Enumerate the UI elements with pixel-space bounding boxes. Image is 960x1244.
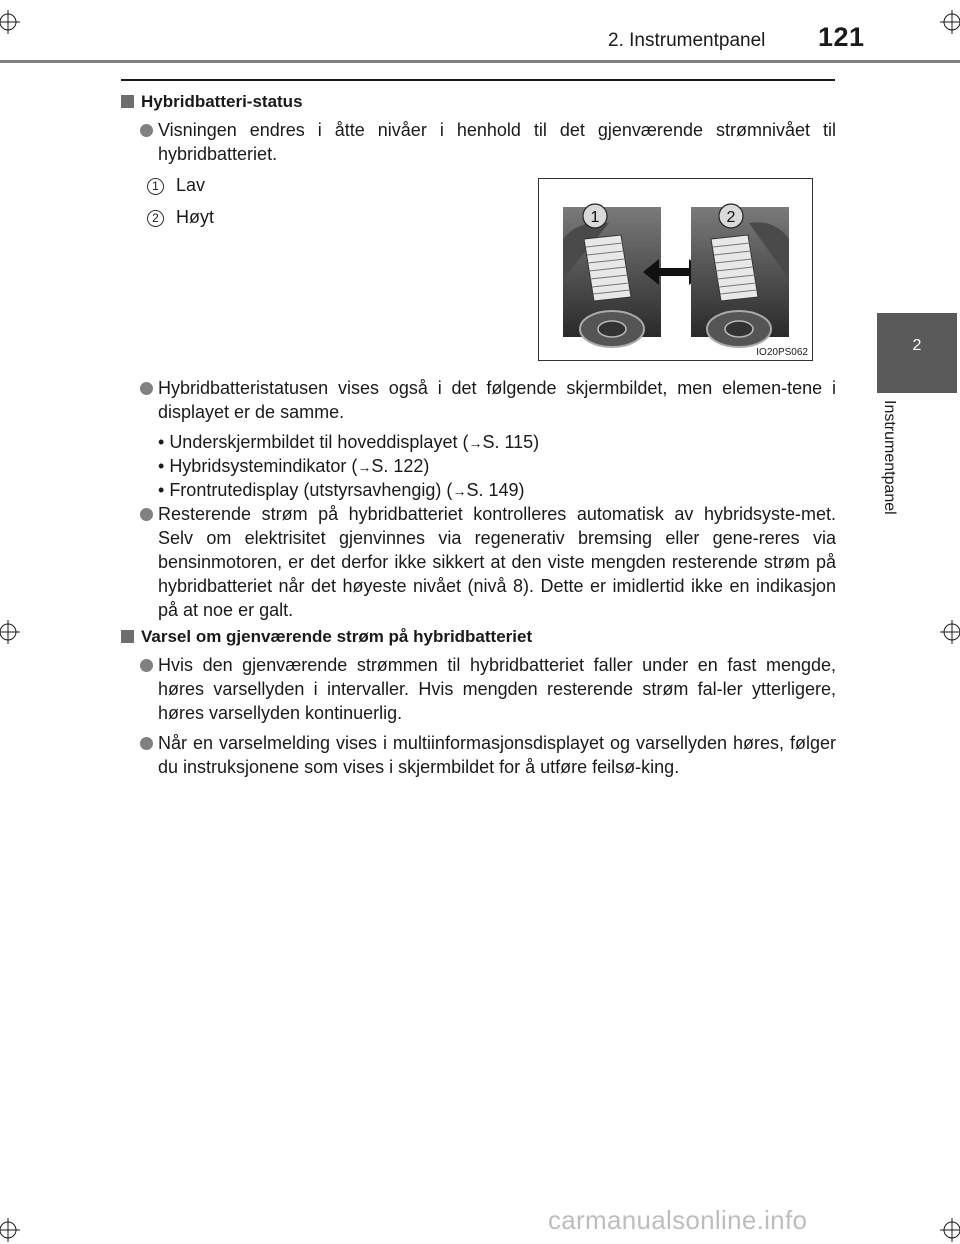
arrow-right-icon: →: [452, 483, 467, 499]
battery-level-illustration: [538, 178, 813, 361]
chapter-tab[interactable]: [877, 313, 957, 393]
page-reference-link[interactable]: S. 149): [466, 480, 525, 500]
chapter-number: 2: [912, 337, 922, 354]
list-item: • Underskjermbildet til hoveddisplayet (→S. 115): [158, 432, 540, 452]
paragraph: Visningen endres i åtte nivåer i henhold til det gjenværende strømnivået til hybridbatteriet.: [158, 120, 836, 164]
bullet-dot-icon: [140, 659, 153, 672]
bullet-dot-icon: [140, 737, 153, 750]
heading-text: Hybridbatteri-status: [141, 92, 303, 111]
header-section-title: 2. Instrumentpanel: [608, 30, 766, 51]
page-reference-link[interactable]: S. 115): [482, 432, 540, 452]
content-rule: [121, 79, 835, 81]
paragraph: Hvis den gjenværende strømmen til hybridbatteriet faller under en fast mengde, høres varsellyden i intervaller. Hvis mengden resterende strøm fal-ler ytterligere, høres varsellyden kontinuerlig.: [158, 655, 836, 723]
arrow-right-icon: →: [357, 459, 372, 475]
paragraph: Resterende strøm på hybridbatteriet kontrolleres automatisk av hybridsyste-met. Selv om elektrisitet gjenvinnes via regenerativ bremsing eller gene-reres via bensinmotoren, er det derfor ikke sikkert at den viste mengden resterende strøm på hybridbatteriet når det høyeste nivået (nivå 8). Dette er imidlertid ikke en indikasjon på at noe er galt.: [158, 504, 836, 620]
list-item: • Hybridsystemindikator (→S. 122): [158, 456, 430, 476]
list-item: • Frontrutedisplay (utstyrsavhengig) (→S. 149): [158, 480, 525, 500]
bullet-dot-icon: [140, 382, 153, 395]
legend-label: Høyt: [176, 207, 214, 227]
list-item-text: Underskjermbildet til hoveddisplayet (: [169, 432, 469, 452]
section-heading-battery-warning: [121, 627, 532, 647]
svg-text:2: 2: [726, 209, 736, 226]
footer-watermark: carmanualsonline.info: [548, 1205, 808, 1235]
page-number: 121: [818, 22, 865, 52]
circled-number-icon: 1: [147, 178, 164, 195]
heading-square-icon: [121, 630, 134, 643]
section-heading-battery-status: [121, 92, 303, 112]
legend-item-high: [147, 207, 214, 228]
list-item-text: Hybridsystemindikator (: [169, 456, 358, 476]
paragraph: Hybridbatteristatusen vises også i det følgende skjermbildet, men elemen-tene i displayet er de samme.: [158, 378, 836, 422]
svg-text:1: 1: [590, 209, 600, 226]
circled-number-icon: 2: [147, 210, 164, 227]
chapter-label: [878, 400, 908, 550]
heading-square-icon: [121, 95, 134, 108]
battery-display-graphic: [539, 179, 812, 360]
legend-item-low: [147, 175, 205, 196]
header-rule: [0, 60, 960, 63]
legend-label: Lav: [176, 175, 206, 195]
page-reference-link[interactable]: S. 122): [371, 456, 430, 476]
list-item-text: Frontrutedisplay (utstyrsavhengig) (: [169, 480, 453, 500]
paragraph: Når en varselmelding vises i multiinformasjonsdisplayet og varsellyden høres, følger du instruksjonene som vises i skjermbildet for å utføre feilsø-king.: [158, 733, 836, 777]
heading-text: Varsel om gjenværende strøm på hybridbatteriet: [141, 627, 533, 646]
figure-code: IO20PS062: [756, 347, 808, 358]
arrow-right-icon: →: [468, 435, 483, 451]
chapter-label-text: Instrumentpanel: [881, 400, 898, 515]
bullet-dot-icon: [140, 508, 153, 521]
bullet-dot-icon: [140, 124, 153, 137]
